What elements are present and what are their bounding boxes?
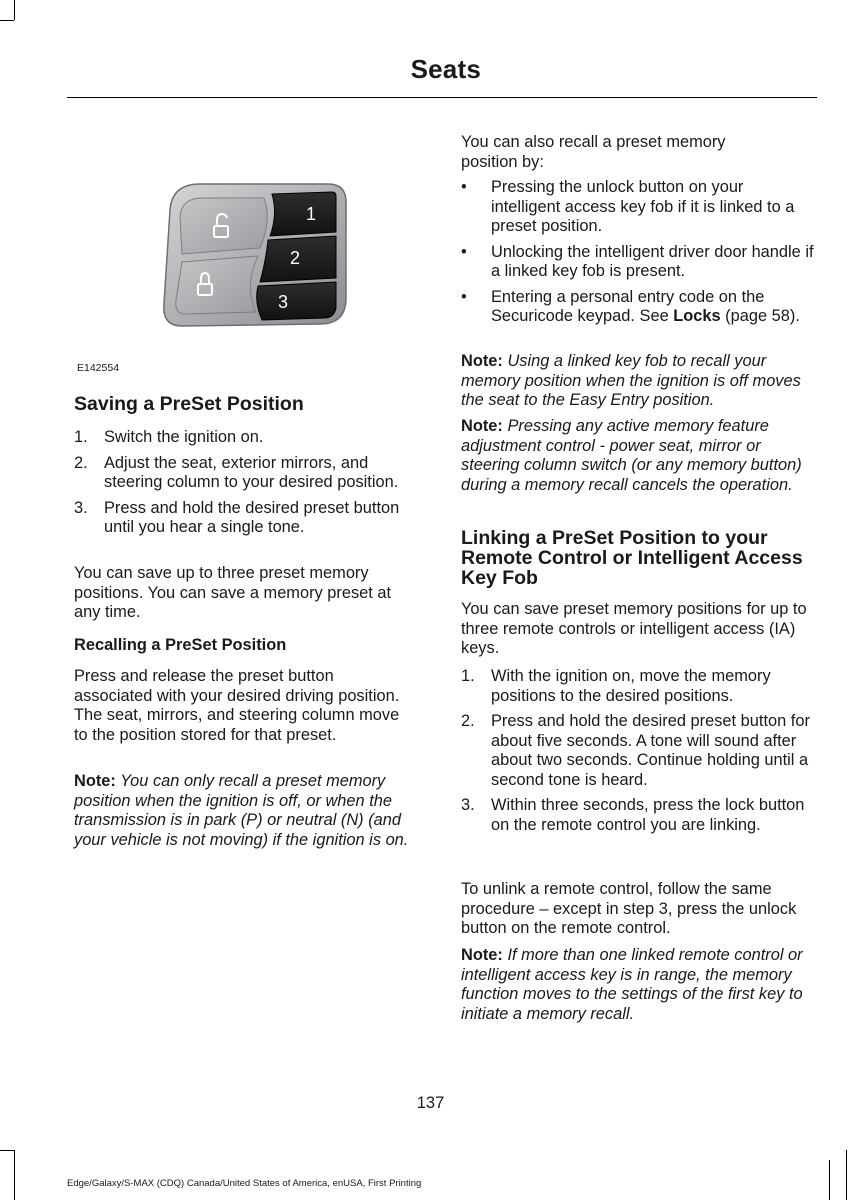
list-item: 1. Switch the ignition on. xyxy=(74,428,264,446)
memory-button-2-label: 2 xyxy=(290,248,301,268)
section-heading-saving: Saving a PreSet Position xyxy=(74,393,304,415)
figure-code: E142554 xyxy=(77,362,120,374)
header-rule xyxy=(67,97,817,98)
memory-button-3-label: 3 xyxy=(278,292,289,312)
list-item: • Unlocking the intelligent driver door handle if a linked key fob is present. xyxy=(461,242,814,280)
memory-button-1-label: 1 xyxy=(306,204,317,224)
list-item: 3. Press and hold the desired preset button until you hear a single tone. xyxy=(74,498,400,536)
note: Note: You can only recall a preset memory position when the ignition is off, or when the transmission is in park (P) or neutral (N) (and your vehicle is not moving) if the ignition is on. xyxy=(74,772,409,849)
saving-steps xyxy=(74,428,426,538)
recall-methods xyxy=(461,178,815,327)
note: Note: Pressing any active memory feature adjustment control - power seat, mirror or steering column switch (or any memory button) during a memory recall cancels the operation. xyxy=(461,417,802,494)
list-item: 3. Within three seconds, press the lock button on the remote control you are linking. xyxy=(461,796,805,834)
section-heading-linking: Linking a PreSet Position to your Remote Control or Intelligent Access Key Fob xyxy=(461,527,803,589)
footer: Edge/Galaxy/S-MAX (CDQ) Canada/United States of America, enUSA, First Printing xyxy=(67,1178,422,1189)
list-item: • Pressing the unlock button on your intelligent access key fob if it is linked to a preset position. xyxy=(461,178,795,235)
note: Note: Using a linked key fob to recall your memory position when the ignition is off moves the seat to the Easy Entry position. xyxy=(461,352,801,409)
crop-mark xyxy=(0,1150,14,1151)
locks-reference: Locks xyxy=(673,307,721,325)
paragraph: You can save preset memory positions for up to three remote controls or intelligent access (IA) keys. xyxy=(461,600,807,657)
crop-mark xyxy=(0,20,14,21)
note: Note: If more than one linked remote control or intelligent access key is in range, the memory function moves to the settings of the first key to initiate a memory recall. xyxy=(461,946,803,1023)
paragraph: You can save up to three preset memory positions. You can save a memory preset at any time. xyxy=(74,564,392,621)
crop-mark xyxy=(846,1150,847,1200)
linking-steps xyxy=(461,667,815,835)
list-item: 2. Adjust the seat, exterior mirrors, and steering column to your desired position. xyxy=(74,453,399,491)
list-item: 1. With the ignition on, move the memory positions to the desired positions. xyxy=(461,667,771,705)
paragraph: You can also recall a preset memory position by: xyxy=(461,133,726,171)
list-item: 2. Press and hold the desired preset button for about five seconds. A tone will sound after about two seconds. Continue holding until a second tone is heard. xyxy=(461,712,810,789)
list-item: • Entering a personal entry code on the Securicode keypad. See Locks (page 58). xyxy=(461,287,800,325)
paragraph: To unlink a remote control, follow the same procedure – except in step 3, press the unlock button on the remote control. xyxy=(461,880,797,937)
page-title: Seats xyxy=(410,54,481,84)
memory-switch-illustration xyxy=(160,180,350,330)
crop-mark xyxy=(14,0,15,20)
page-number: 137 xyxy=(416,1094,445,1112)
crop-mark xyxy=(829,1160,830,1200)
subheading-recalling: Recalling a PreSet Position xyxy=(74,636,287,654)
paragraph: Press and release the preset button associated with your desired driving position. The seat, mirrors, and steering column move to the position stored for that preset. xyxy=(74,667,400,744)
crop-mark xyxy=(14,1150,15,1200)
